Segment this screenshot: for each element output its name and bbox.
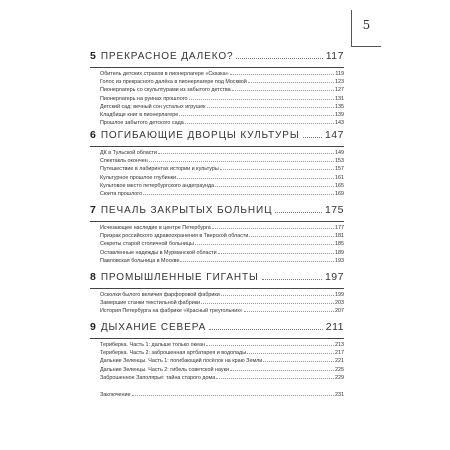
chapter-7 [90, 204, 344, 265]
toc-entry[interactable]: Пионерлагерь на руинах прошлого 131 [100, 95, 344, 102]
toc-entry[interactable]: Дальние Зеленцы. Часть 2: гибель советской науки 225 [100, 366, 344, 373]
divider [90, 288, 344, 289]
chapter-page: 211 [325, 321, 344, 333]
toc-entry[interactable]: Дальние Зеленцы. Часть 1: погибающий посёлок на краю Земли 221 [100, 358, 344, 365]
toc-entry[interactable]: Териберка. Часть 1: дальше только океан 213 [100, 342, 344, 348]
chapter-number: 9 [90, 321, 96, 333]
leader-dots [262, 279, 322, 280]
leader-dots [303, 137, 322, 138]
toc-entry-conclusion[interactable]: Заключение 231 [100, 392, 344, 398]
toc-entry[interactable]: Обитель детских страхов в пионерлагере «Сказка» 119 [100, 71, 344, 77]
toc-entry[interactable]: Териберка. Часть 2: заброшенная артбатарея и водопады 217 [100, 350, 344, 357]
chapter-page: 197 [324, 271, 344, 283]
divider [90, 221, 344, 222]
toc-entry[interactable]: Прошлое забытого детского сада 143 [100, 120, 344, 127]
leader-dots [275, 212, 322, 213]
toc-entry[interactable]: Кладбище книг в пионерлагере 139 [100, 111, 344, 118]
leader-dots [209, 329, 323, 330]
chapter-6 [90, 129, 344, 198]
chapter-title: ПОГИБАЮЩИЕ ДВОРЦЫ КУЛЬТУРЫ [100, 130, 300, 141]
toc-entry[interactable]: Голос из прекрасного далёка в пионерлагере под Москвой 123 [100, 79, 344, 86]
chapter-heading[interactable] [90, 50, 344, 66]
toc-entry[interactable]: Замершие станки текстильной фабрики 203 [100, 300, 344, 307]
toc-entry[interactable]: История Петербурга на фабрике «Красный треугольник» 207 [100, 308, 344, 315]
toc-entry[interactable]: Культурное прошлое глубинки 161 [100, 174, 344, 181]
toc-entry[interactable]: Исчезающее наследие в центре Петербурга 177 [100, 225, 344, 231]
toc-entry[interactable]: Оставленные надежды в Мурманской области 189 [100, 249, 344, 256]
divider [90, 338, 344, 339]
toc-entry[interactable]: Пионерлагерь со скульптурами из забытого детства 127 [100, 87, 344, 94]
chapter-title: ДЫХАНИЕ СЕВЕРА [100, 322, 207, 333]
chapter-9 [90, 321, 344, 382]
chapter-title: ПРЕКРАСНОЕ ДАЛЕКО? [100, 51, 234, 62]
chapter-title: ПРОМЫШЛЕННЫЕ ГИГАНТЫ [100, 272, 259, 283]
toc-entry[interactable]: Осколки былого величия фарфоровой фабрики 199 [100, 292, 344, 298]
toc-entry[interactable]: Сюита прошлого 169 [100, 190, 344, 197]
toc-entry[interactable]: Культовое место петербургского андеграунда 165 [100, 182, 344, 189]
chapter-page: 117 [325, 50, 344, 62]
chapter-heading[interactable] [90, 204, 344, 220]
chapter-page: 147 [324, 129, 344, 141]
toc-entry[interactable]: Заброшенное Заполярье: тайна старого дома 229 [100, 374, 344, 381]
toc-entry[interactable]: Призрак российского здравоохранения в Тверской области 181 [100, 233, 344, 240]
toc-entry[interactable]: Детский сад: вечный сон усталых игрушек 135 [100, 103, 344, 110]
chapter-5 [90, 50, 344, 127]
chapter-heading[interactable] [90, 129, 344, 145]
divider [90, 67, 344, 68]
toc-entry[interactable]: Павловская больница в Москве 193 [100, 257, 344, 264]
toc-entry[interactable]: Спектакль окончен 153 [100, 158, 344, 165]
toc-entry[interactable]: ДК в Тульской области 149 [100, 150, 344, 156]
chapter-heading[interactable] [90, 321, 344, 337]
chapter-number: 8 [90, 271, 96, 283]
chapter-8 [90, 271, 344, 316]
chapter-number: 7 [90, 204, 96, 216]
page-number: 5 [351, 10, 381, 47]
chapter-number: 6 [90, 129, 96, 141]
leader-dots [236, 58, 322, 59]
divider [90, 146, 344, 147]
toc-entry[interactable]: Путешествие в лабиринтах истории и культуры 157 [100, 166, 344, 173]
chapter-number: 5 [90, 50, 96, 62]
chapter-title: ПЕЧАЛЬ ЗАКРЫТЫХ БОЛЬНИЦ [100, 205, 273, 216]
toc-entry[interactable]: Секреты старой столичной больницы 185 [100, 241, 344, 248]
chapter-heading[interactable] [90, 271, 344, 287]
chapter-page: 175 [324, 204, 344, 216]
